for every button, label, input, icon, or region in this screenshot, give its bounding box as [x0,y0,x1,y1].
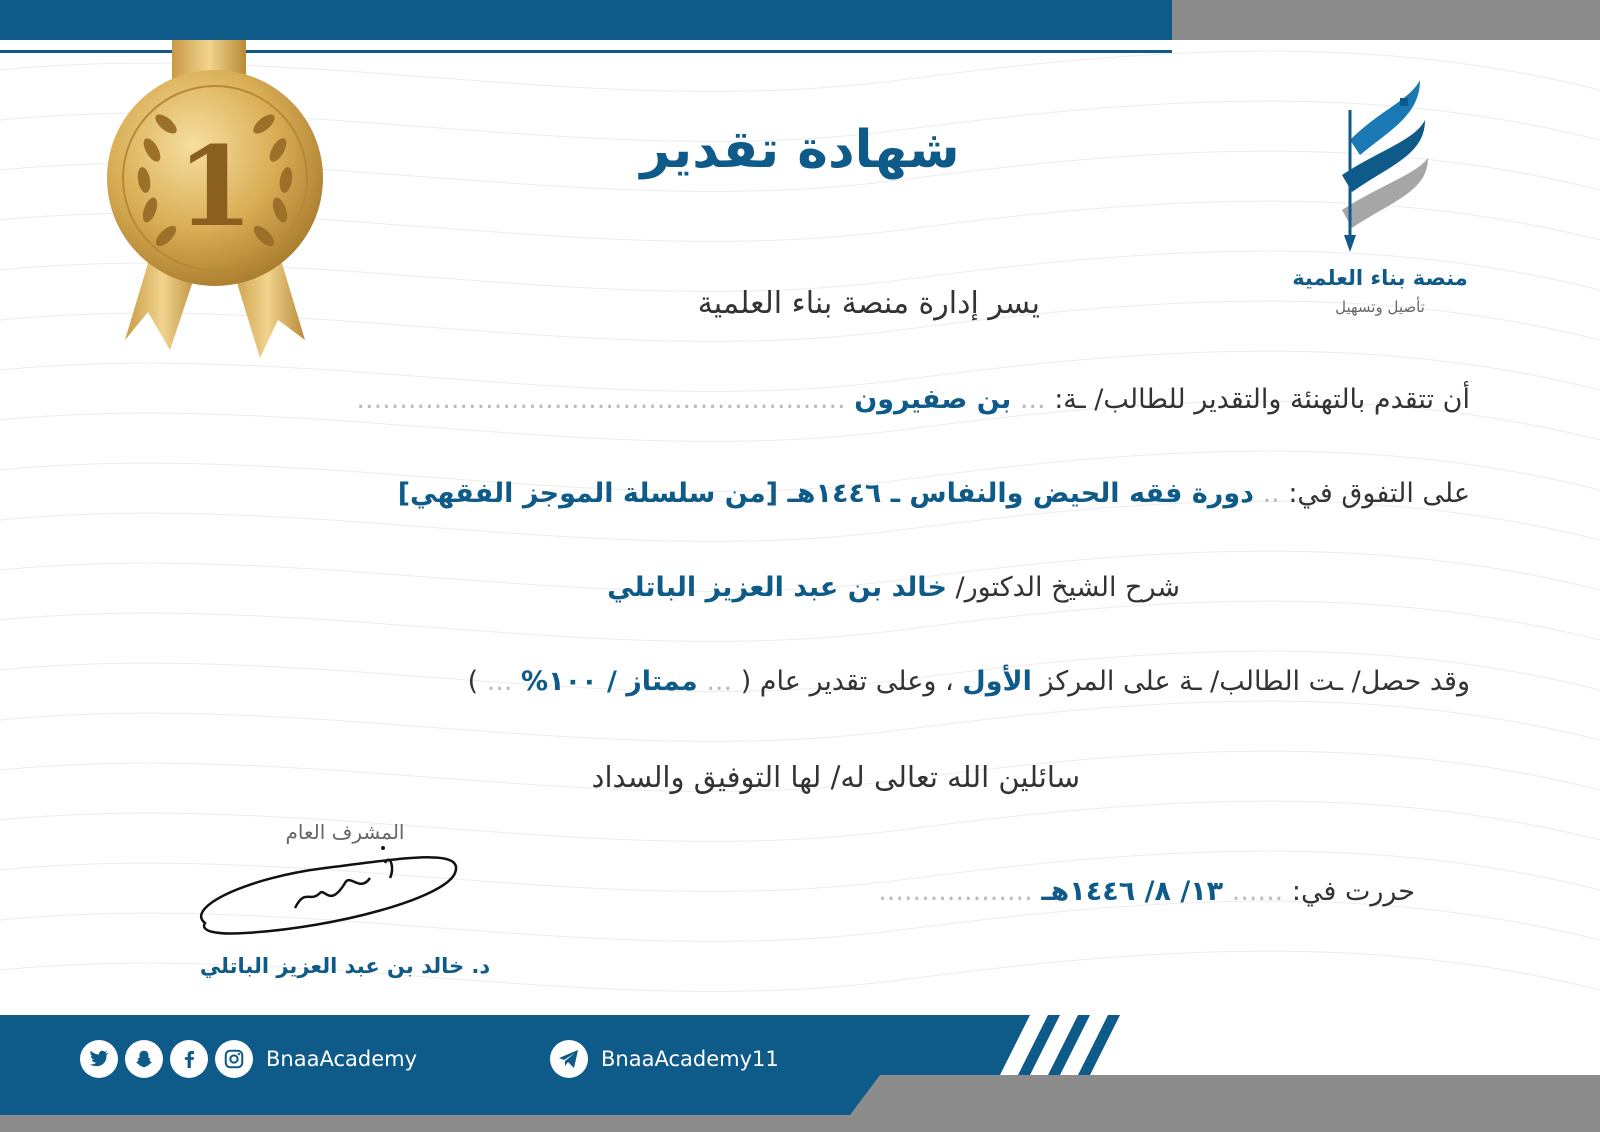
result-line: وقد حصل/ ـت الطالب/ ـة على المركز الأول ، وعلى تقدير عام ( ... ممتاز / ١٠٠% ... ) [467,666,1470,697]
facebook-icon[interactable] [170,1040,208,1078]
supervisor-name: د. خالد بن عبد العزيز الباتلي [199,954,491,978]
closing-line: سائلين الله تعالى له/ لها التوفيق والسداد [591,760,1080,794]
social-handle[interactable]: BnaaAcademy [266,1047,417,1071]
snapchat-icon[interactable] [125,1040,163,1078]
result-text-before: وقد حصل/ ـت الطالب/ ـة على المركز [1040,666,1470,697]
student-label: أن تتقدم بالتهنئة والتقدير للطالب/ ـة: [1054,384,1470,415]
date-label: حررت في: [1291,876,1415,907]
instagram-icon[interactable] [215,1040,253,1078]
result-text-after: ) [467,666,479,697]
telegram-icon [550,1040,588,1078]
logo-name: منصة بناء العلمية [1292,266,1468,290]
student-name: بن صفيرون [854,384,1012,415]
course-label: على التفوق في: [1288,478,1470,509]
date-line: حررت في: ...... ١٣/ ٨/ ١٤٤٦هـ .................. [878,876,1415,907]
course-name: دورة فقه الحيض والنفاس ـ ١٤٤٦هـ [من سلسلة الموجز الفقهي] [397,478,1254,509]
instructor-name: خالد بن عبد العزيز الباتلي [607,572,947,603]
logo [1280,70,1480,330]
social-links [80,1040,417,1078]
intro-line: يسر إدارة منصة بناء العلمية [697,286,1040,321]
supervisor-title: المشرف العام [285,820,405,844]
instructor-label: شرح الشيخ الدكتور/ [955,572,1180,603]
date-value: ١٣/ ٨/ ١٤٤٦هـ [1041,876,1224,907]
medal-number: 1 [176,122,254,251]
top-gray-band [1170,0,1600,40]
course-line: على التفوق في: .. دورة فقه الحيض والنفاس ـ ١٤٤٦هـ [من سلسلة الموجز الفقهي] [397,478,1470,509]
result-text-middle: ، وعلى تقدير عام ( [740,666,954,697]
result-grade: ممتاز / ١٠٠% [521,666,698,697]
instructor-line [607,572,1180,603]
top-blue-band [0,0,1172,40]
logo-tagline: تأصيل وتسهيل [1335,298,1425,316]
twitter-icon[interactable] [80,1040,118,1078]
telegram-handle: BnaaAcademy11 [601,1047,779,1071]
student-line: أن تتقدم بالتهنئة والتقدير للطالب/ ـة: ... بن صفيرون ......................................................... [356,384,1470,415]
gold-medal-icon [100,40,330,370]
certificate-title: شهادة تقدير [640,120,960,180]
telegram-link[interactable] [550,1040,779,1078]
pen-logo-icon [1280,70,1480,260]
signature-icon [185,838,475,948]
result-rank: الأول [962,666,1032,697]
